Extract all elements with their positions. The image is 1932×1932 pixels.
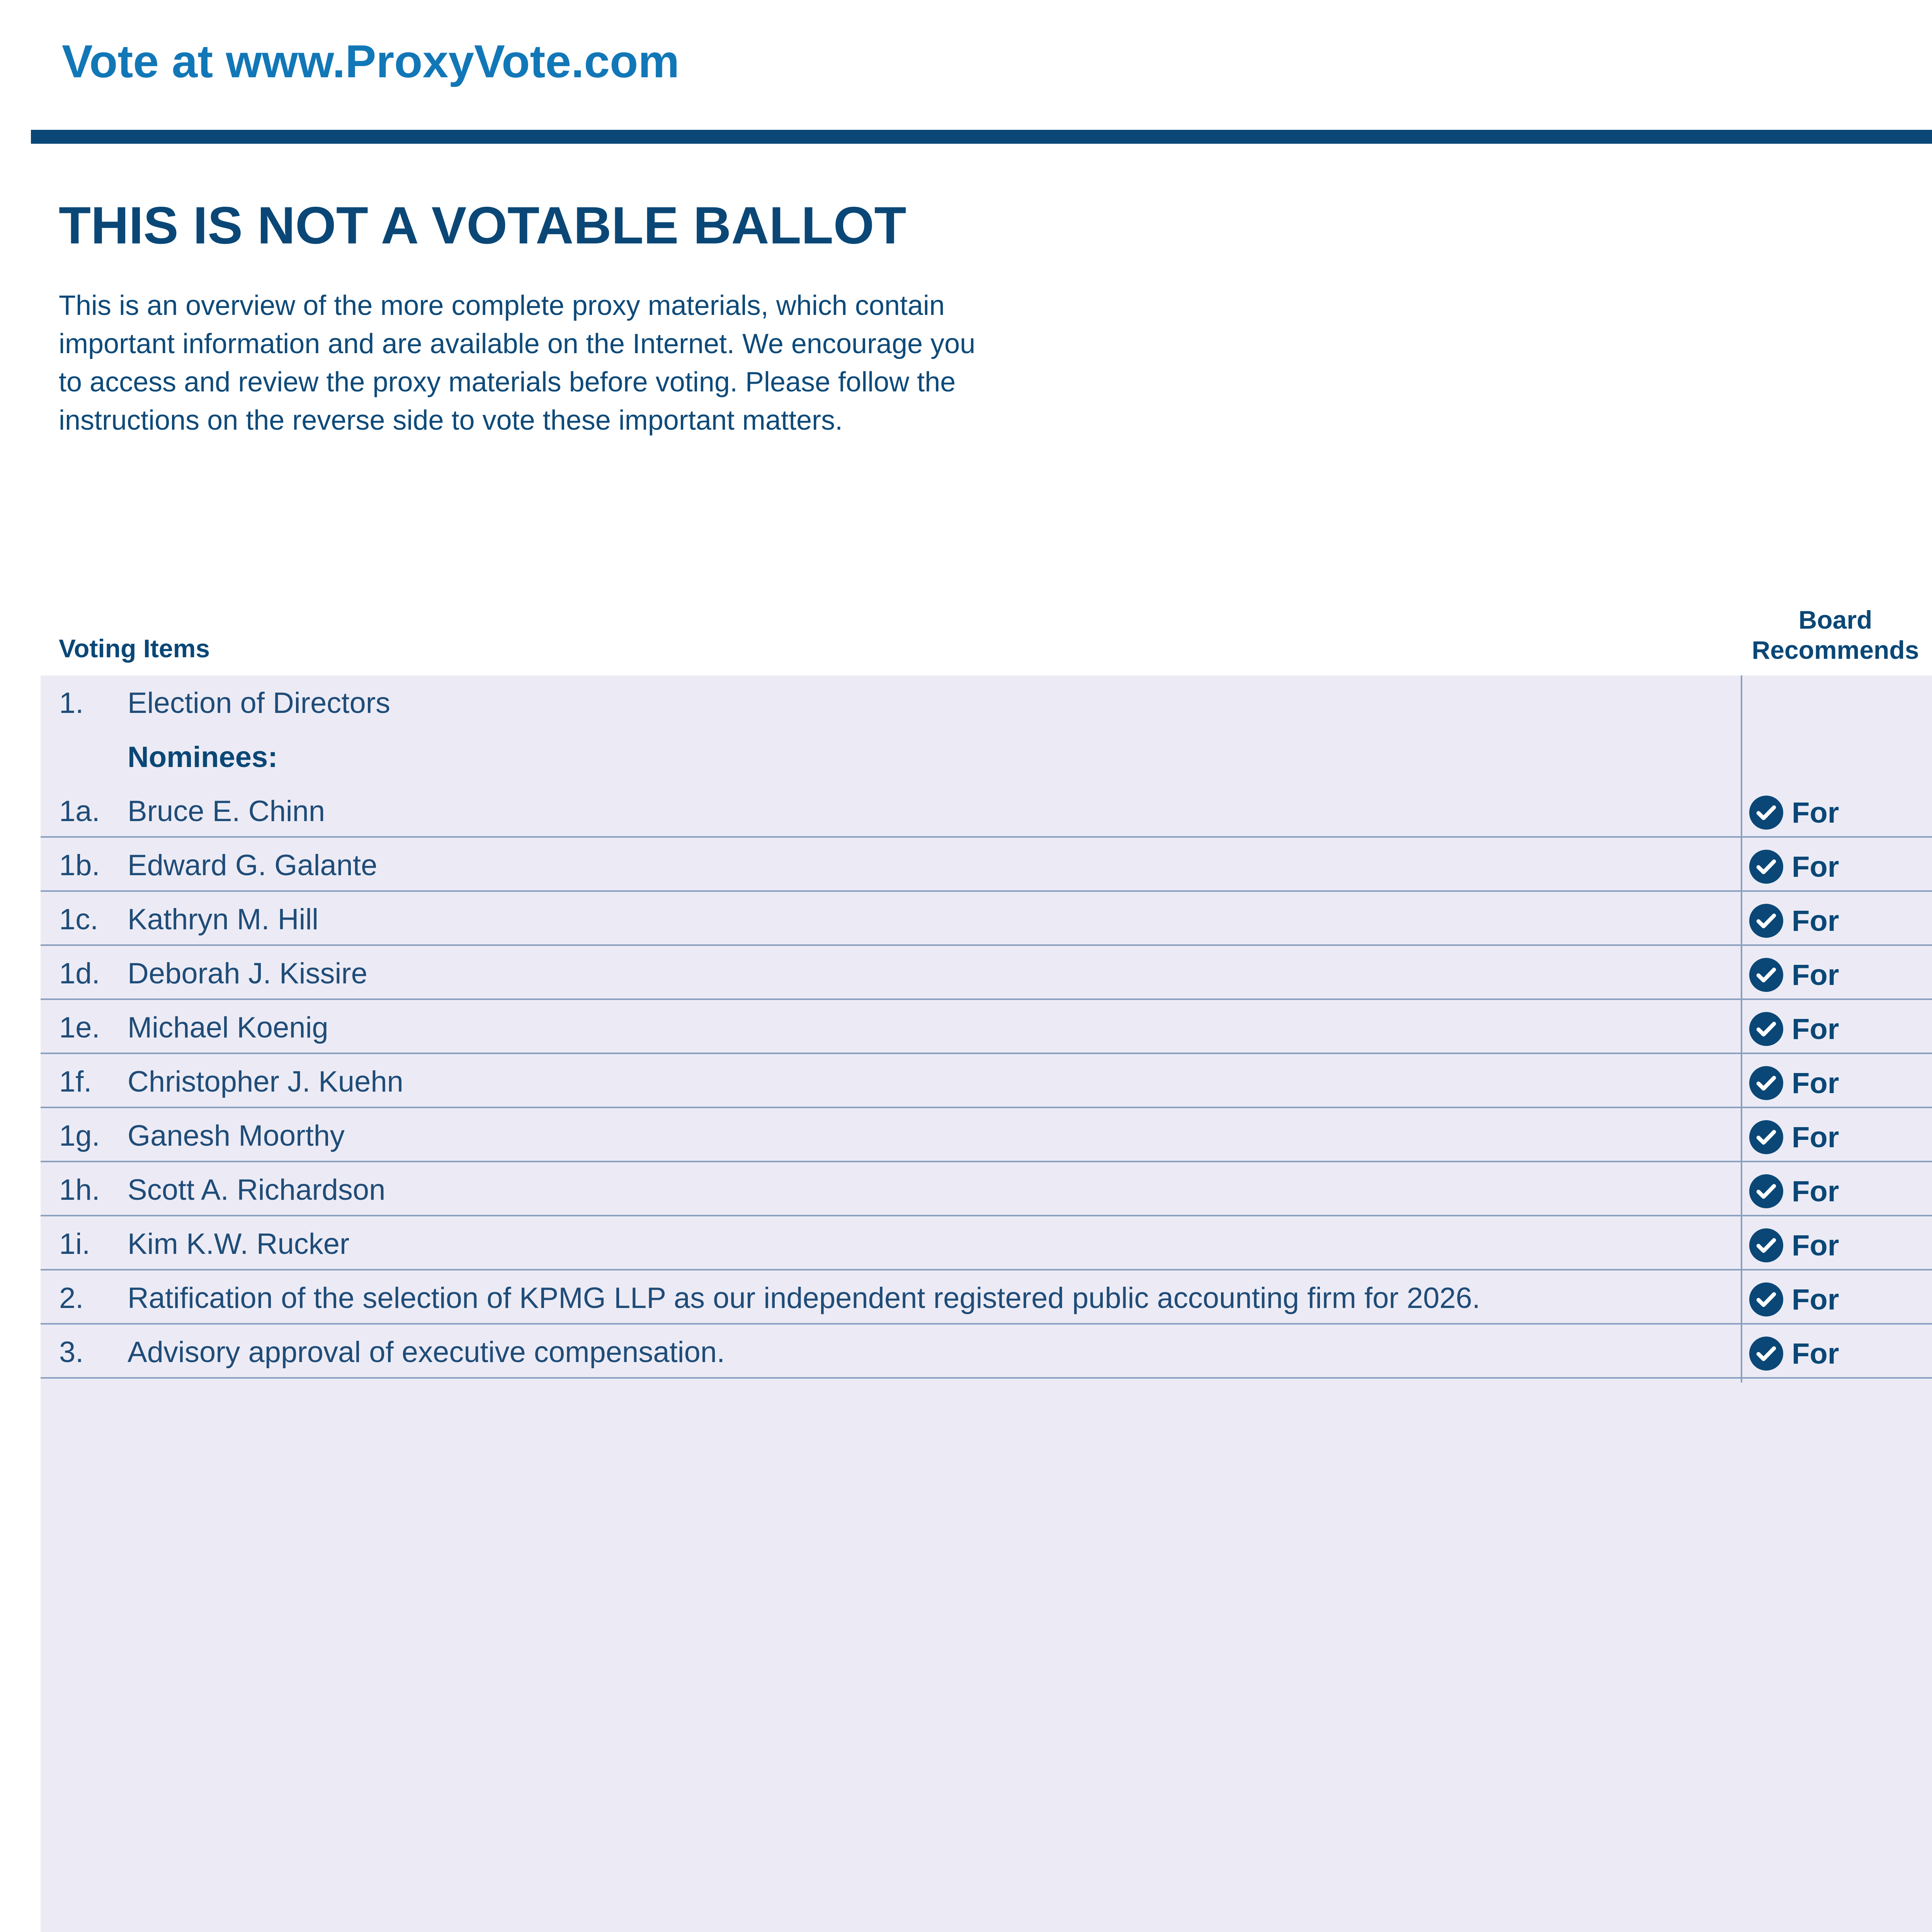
item-text: Kathryn M. Hill bbox=[128, 903, 319, 936]
recommendation-label: For bbox=[1792, 1012, 1839, 1046]
board-recommendation bbox=[1749, 1066, 1839, 1100]
nominee-row bbox=[41, 1108, 1932, 1162]
item-number: 1b. bbox=[59, 849, 100, 882]
recommendation-label: For bbox=[1792, 904, 1839, 937]
check-circle-icon bbox=[1749, 904, 1783, 938]
item-number: 1d. bbox=[59, 957, 100, 990]
board-recommendation bbox=[1749, 849, 1839, 884]
check-circle-icon bbox=[1749, 958, 1783, 992]
voting-items-header: Voting Items bbox=[59, 634, 210, 663]
board-recommendation bbox=[1749, 795, 1839, 830]
item-text: Advisory approval of executive compensation. bbox=[128, 1336, 725, 1369]
recommendation-label: For bbox=[1792, 1337, 1839, 1370]
board-recommends-header bbox=[1741, 605, 1930, 665]
check-circle-icon bbox=[1749, 1174, 1783, 1208]
item-number: 1i. bbox=[59, 1228, 90, 1260]
item-text: Michael Koenig bbox=[128, 1011, 328, 1044]
nominee-row bbox=[41, 784, 1932, 838]
item-text: Christopher J. Kuehn bbox=[128, 1065, 403, 1098]
nominee-row bbox=[41, 1000, 1932, 1054]
item-number: 1h. bbox=[59, 1173, 100, 1206]
item-text: Ratification of the selection of KPMG LLP as our independent registered public accounting firm for 2026. bbox=[128, 1282, 1480, 1315]
nominee-row bbox=[41, 892, 1932, 946]
board-recommendation bbox=[1749, 1336, 1839, 1371]
board-header-line1: Board bbox=[1798, 605, 1872, 634]
board-recommendation bbox=[1749, 903, 1839, 938]
item-number: 3. bbox=[59, 1336, 84, 1369]
item-number: 1. bbox=[59, 687, 84, 719]
vote-url-header: Vote at www.ProxyVote.com bbox=[62, 36, 680, 87]
recommendation-label: For bbox=[1792, 1066, 1839, 1100]
check-circle-icon bbox=[1749, 1337, 1783, 1371]
item-text: Deborah J. Kissire bbox=[128, 957, 367, 990]
item-text: Scott A. Richardson bbox=[128, 1173, 386, 1206]
item-text: Election of Directors bbox=[128, 687, 391, 719]
proposal-row bbox=[41, 1270, 1932, 1325]
proposal-row bbox=[41, 1325, 1932, 1379]
board-recommendation bbox=[1749, 1120, 1839, 1155]
item-text: Ganesh Moorthy bbox=[128, 1119, 345, 1152]
check-circle-icon bbox=[1749, 1228, 1783, 1262]
nominees-label: Nominees: bbox=[128, 741, 278, 774]
item-text: Bruce E. Chinn bbox=[128, 795, 325, 828]
check-circle-icon bbox=[1749, 850, 1783, 884]
board-recommendation bbox=[1749, 1282, 1839, 1317]
header-divider bbox=[31, 130, 1932, 144]
board-recommendation bbox=[1749, 1174, 1839, 1209]
board-recommendation bbox=[1749, 957, 1839, 992]
recommendation-label: For bbox=[1792, 958, 1839, 992]
item-number: 1a. bbox=[59, 795, 100, 828]
item-number: 2. bbox=[59, 1282, 84, 1315]
item-number: 1g. bbox=[59, 1119, 100, 1152]
recommendation-label: For bbox=[1792, 850, 1839, 883]
item-text: Kim K.W. Rucker bbox=[128, 1228, 350, 1260]
board-recommendation bbox=[1749, 1012, 1839, 1046]
board-header-line2: Recommends bbox=[1752, 636, 1919, 664]
item-number: 1c. bbox=[59, 903, 99, 936]
item-number: 1f. bbox=[59, 1065, 92, 1098]
board-recommendation bbox=[1749, 1228, 1839, 1263]
check-circle-icon bbox=[1749, 1282, 1783, 1316]
recommendation-label: For bbox=[1792, 1175, 1839, 1208]
nominee-row bbox=[41, 1054, 1932, 1108]
recommendation-label: For bbox=[1792, 1121, 1839, 1154]
nominee-row bbox=[41, 1162, 1932, 1216]
check-circle-icon bbox=[1749, 796, 1783, 830]
voting-item-row bbox=[41, 675, 1932, 730]
recommendation-label: For bbox=[1792, 796, 1839, 829]
recommendation-label: For bbox=[1792, 1229, 1839, 1262]
check-circle-icon bbox=[1749, 1120, 1783, 1154]
nominee-row bbox=[41, 1216, 1932, 1270]
page-title: THIS IS NOT A VOTABLE BALLOT bbox=[59, 196, 906, 255]
item-text: Edward G. Galante bbox=[128, 849, 378, 882]
nominees-label-row bbox=[41, 730, 1932, 784]
nominee-row bbox=[41, 946, 1932, 1000]
check-circle-icon bbox=[1749, 1012, 1783, 1046]
recommendation-label: For bbox=[1792, 1283, 1839, 1316]
check-circle-icon bbox=[1749, 1066, 1783, 1100]
nominee-row bbox=[41, 838, 1932, 892]
item-number: 1e. bbox=[59, 1011, 100, 1044]
intro-paragraph: This is an overview of the more complete proxy materials, which contain important information and are available on the Internet. We encourage you to access and review the proxy materials before voting. Please follow the instructions on the reverse side to vote these important matters. bbox=[59, 290, 976, 436]
